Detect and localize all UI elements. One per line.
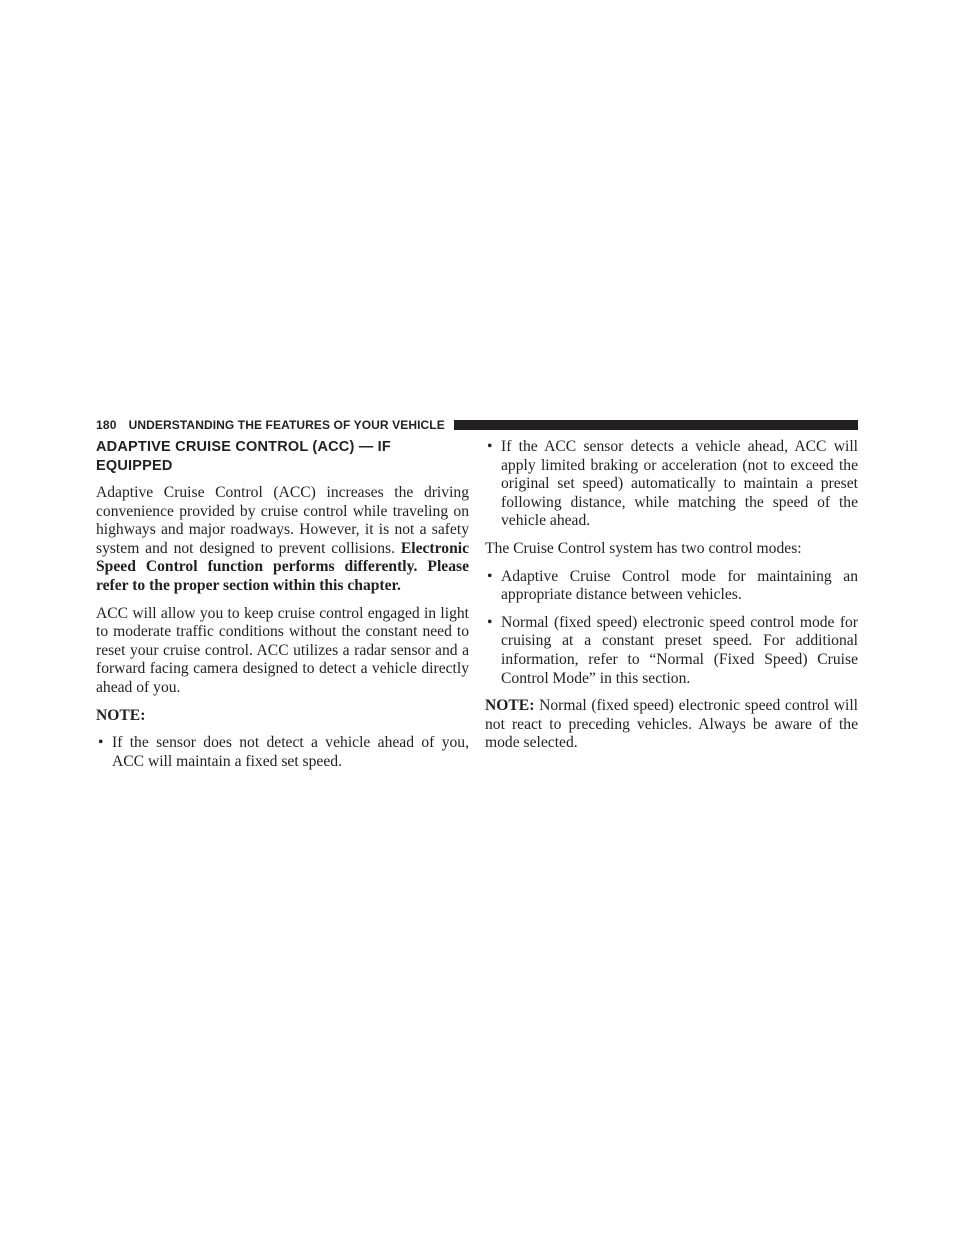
intro-text: Adaptive Cruise Control (ACC) increases the driving convenience provided by cruise control while traveling on highways and major roadways. However, it is not a safety system and not designed to prevent collisions. bbox=[96, 484, 469, 557]
acc-paragraph: ACC will allow you to keep cruise control engaged in light to moderate traffic conditions without the constant need to reset your cruise control. ACC utilizes a radar sensor and a forward facing camera designed to detect a vehicle directly ahead of you. bbox=[96, 604, 469, 696]
sensor-bullet-list bbox=[485, 438, 858, 531]
list-item-text: If the ACC sensor detects a vehicle ahead, ACC will apply limited braking or acceleration (not to exceed the original set speed) automatically to maintain a preset following distance, while matching the speed of the vehicle ahead. bbox=[501, 438, 858, 530]
bullet-icon: • bbox=[487, 567, 493, 585]
section-title: ADAPTIVE CRUISE CONTROL (ACC) — IF EQUIPPED bbox=[96, 439, 391, 474]
modes-intro: The Cruise Control system has two control modes: bbox=[485, 539, 802, 557]
bullet-icon: • bbox=[487, 613, 493, 631]
note-label: NOTE: bbox=[96, 706, 146, 724]
bullet-icon: • bbox=[487, 438, 493, 455]
list-item bbox=[485, 438, 858, 531]
running-title: UNDERSTANDING THE FEATURES OF YOUR VEHICLE bbox=[128, 418, 445, 432]
final-note bbox=[485, 697, 858, 753]
page-header bbox=[96, 417, 858, 433]
right-column bbox=[485, 438, 858, 762]
list-item bbox=[485, 568, 858, 605]
intro-bold-text: Electronic Speed Control function performs differently. Please refer to the proper section within this chapter. bbox=[96, 539, 469, 594]
list-item-text: If the sensor does not detect a vehicle ahead of you, ACC will maintain a fixed set speed. bbox=[112, 734, 469, 770]
list-item bbox=[485, 614, 858, 688]
left-column bbox=[96, 438, 469, 780]
bullet-icon: • bbox=[98, 734, 104, 752]
note-bullet-list bbox=[96, 734, 469, 771]
note-text: Normal (fixed speed) electronic speed control will not react to preceding vehicles. Always be aware of the mode selected. bbox=[485, 697, 859, 752]
header-rule bbox=[454, 420, 858, 430]
modes-bullet-list bbox=[485, 568, 858, 689]
intro-paragraph bbox=[96, 484, 469, 596]
page-number: 180 bbox=[96, 418, 117, 432]
list-item bbox=[96, 734, 469, 771]
list-item-text: Normal (fixed speed) electronic speed control mode for cruising at a constant preset speed. For additional information, refer to “Normal (Fixed Speed) Cruise Control Mode” in this section. bbox=[501, 613, 858, 687]
list-item-text: Adaptive Cruise Control mode for maintaining an appropriate distance between vehicles. bbox=[501, 567, 858, 604]
note-label: NOTE: bbox=[485, 697, 535, 715]
